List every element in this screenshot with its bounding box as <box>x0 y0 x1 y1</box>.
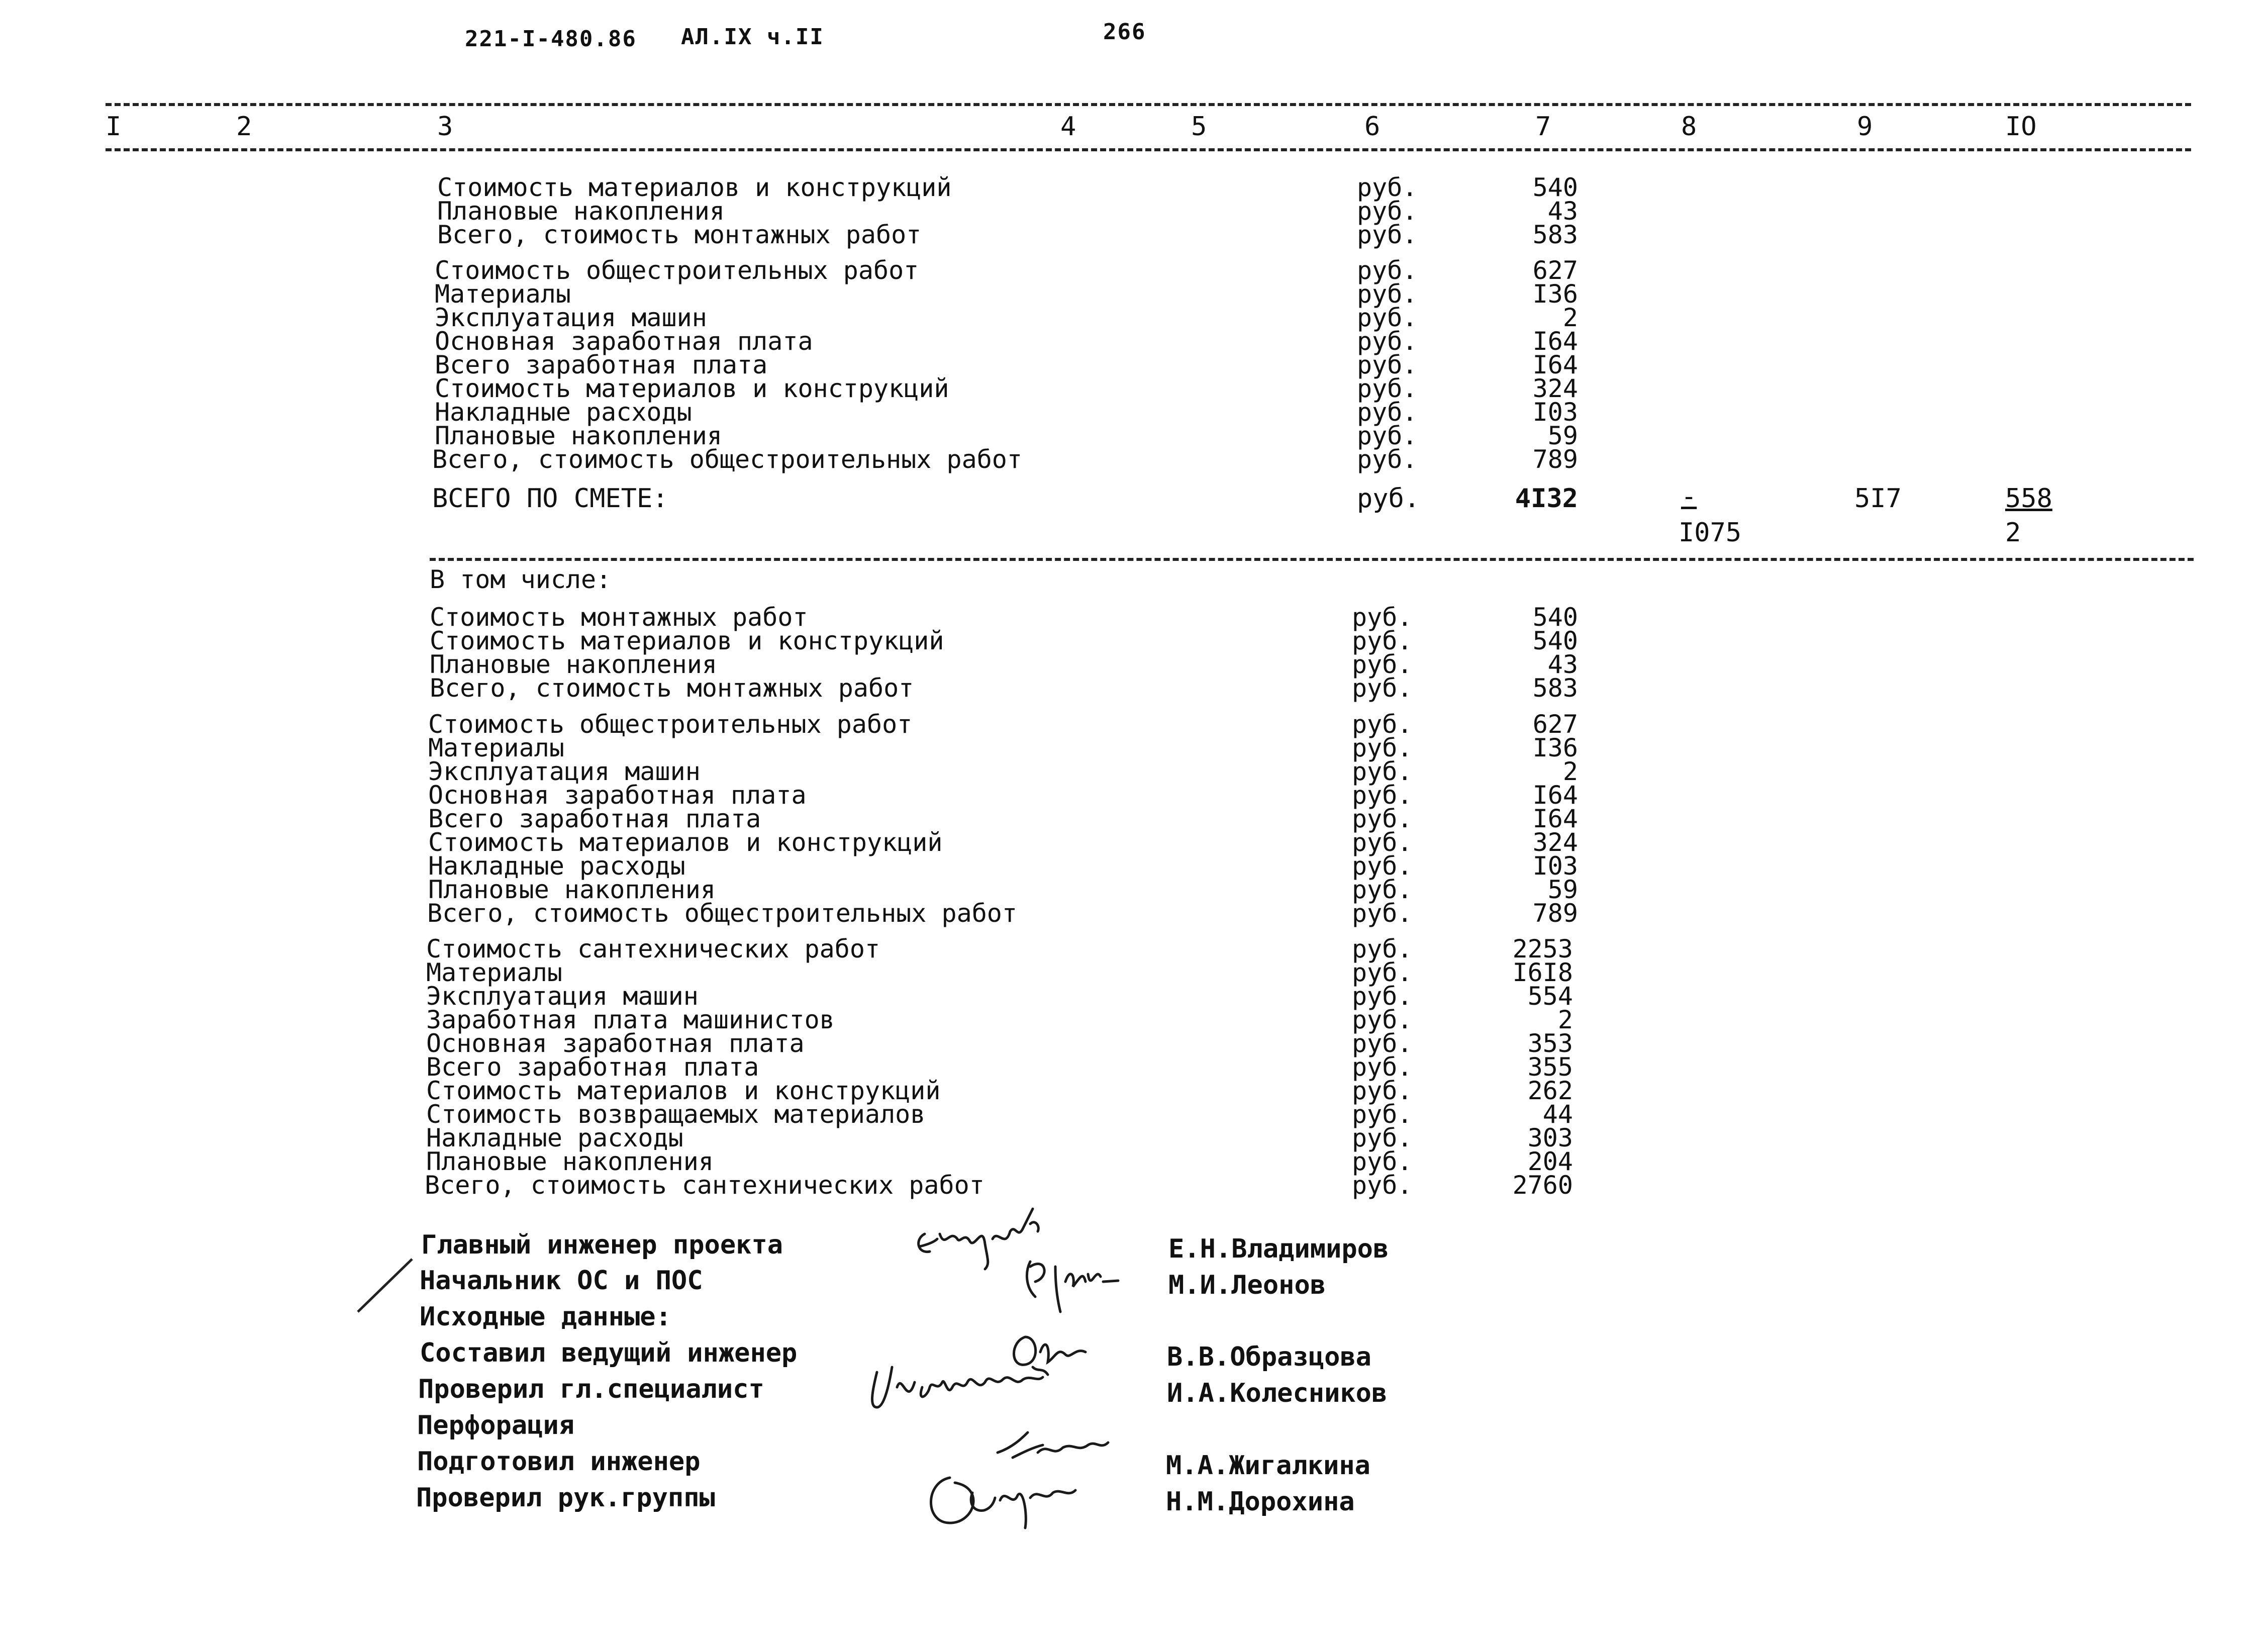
row-value: 2760 <box>1512 1171 1573 1200</box>
row-value: I36 <box>1532 279 1578 309</box>
row-label: Стоимость возвращаемых материалов <box>426 1100 926 1129</box>
row-unit: руб. <box>1352 958 1413 987</box>
total-unit: руб. <box>1357 484 1420 514</box>
row-value: I64 <box>1532 327 1578 356</box>
header-rule-top <box>106 103 2191 106</box>
signature-role: Перфорация <box>417 1410 575 1440</box>
row-value: 583 <box>1532 674 1578 703</box>
row-value: 540 <box>1532 173 1578 202</box>
handwritten-signature <box>862 1352 1123 1427</box>
row-value: 554 <box>1527 982 1573 1011</box>
handwritten-signature <box>925 1468 1106 1538</box>
row-unit: руб. <box>1352 851 1413 881</box>
row-value: 303 <box>1527 1123 1573 1152</box>
row-unit: руб. <box>1352 781 1413 810</box>
row-unit: руб. <box>1352 1005 1413 1034</box>
row-value: 324 <box>1532 374 1578 403</box>
row-value: 2 <box>1562 303 1578 332</box>
row-label: Накладные расходы <box>428 851 685 881</box>
row-value: 204 <box>1527 1147 1573 1176</box>
row-unit: руб. <box>1357 350 1418 379</box>
signature-role: Составил ведущий инженер <box>420 1338 798 1368</box>
row-unit: руб. <box>1357 303 1418 332</box>
row-label: Всего, стоимость сантехнических работ <box>425 1171 984 1200</box>
row-label: Плановые накопления <box>428 875 716 904</box>
row-value: 540 <box>1532 603 1578 632</box>
row-value: I6I8 <box>1512 958 1573 987</box>
row-label: Всего заработная плата <box>428 804 761 833</box>
row-value: 59 <box>1547 875 1578 904</box>
page-number: 266 <box>1103 19 1146 45</box>
row-label: Плановые накопления <box>430 650 717 679</box>
row-unit: руб. <box>1352 674 1413 703</box>
row-value: 789 <box>1532 445 1578 474</box>
row-value: I03 <box>1532 398 1578 427</box>
row-label: Плановые накопления <box>426 1147 714 1176</box>
row-unit: руб. <box>1357 279 1418 309</box>
row-label: Всего заработная плата <box>435 350 768 379</box>
row-label: Стоимость материалов и конструкций <box>437 173 952 202</box>
signature-role: Начальник ОС и ПОС <box>420 1266 703 1296</box>
row-unit: руб. <box>1357 445 1418 474</box>
row-label: Материалы <box>426 958 562 987</box>
signature-role: Проверил гл.специалист <box>418 1374 764 1404</box>
row-unit: руб. <box>1352 934 1413 964</box>
section-divider <box>430 558 2194 561</box>
row-value: I36 <box>1532 733 1578 762</box>
row-value: 43 <box>1547 650 1578 679</box>
row-label: Накладные расходы <box>426 1123 683 1152</box>
row-label: Всего, стоимость монтажных работ <box>430 674 914 703</box>
signature-role: Проверил рук.группы <box>416 1483 715 1513</box>
row-unit: руб. <box>1352 710 1413 739</box>
row-label: Стоимость общестроительных работ <box>428 710 913 739</box>
row-unit: руб. <box>1357 374 1418 403</box>
signature-role: Подготовил инженер <box>417 1447 701 1477</box>
row-value: 540 <box>1532 626 1578 655</box>
row-unit: руб. <box>1357 398 1418 427</box>
row-value: 355 <box>1527 1052 1573 1082</box>
row-label: Накладные расходы <box>435 398 692 427</box>
row-label: Заработная плата машинистов <box>426 1005 835 1034</box>
header-rule-bottom <box>106 148 2191 151</box>
row-unit: руб. <box>1352 1123 1413 1152</box>
signature-name: Н.М.Дорохина <box>1166 1487 1355 1517</box>
signature-role: Главный инженер проекта <box>421 1230 783 1260</box>
column-number: 8 <box>1681 112 1697 142</box>
row-value: 59 <box>1547 421 1578 450</box>
row-value: 627 <box>1532 256 1578 285</box>
row-label: Всего, стоимость монтажных работ <box>437 220 922 249</box>
column-number: 3 <box>437 112 453 142</box>
row-unit: руб. <box>1352 1029 1413 1058</box>
total-col10-bottom: 2 <box>2005 518 2021 548</box>
column-number: 7 <box>1535 112 1551 142</box>
column-number: 6 <box>1364 112 1380 142</box>
row-label: Основная заработная плата <box>426 1029 805 1058</box>
row-unit: руб. <box>1352 733 1413 762</box>
row-unit: руб. <box>1352 828 1413 857</box>
total-label: ВСЕГО ПО СМЕТЕ: <box>432 484 668 514</box>
row-value: I64 <box>1532 804 1578 833</box>
row-label: Стоимость общестроительных работ <box>435 256 919 285</box>
row-label: Материалы <box>428 733 564 762</box>
row-label: Стоимость сантехнических работ <box>426 934 880 964</box>
signature-name: В.В.Образцова <box>1167 1342 1371 1372</box>
row-unit: руб. <box>1352 757 1413 786</box>
row-unit: руб. <box>1357 327 1418 356</box>
album-label: АЛ.IX ч.II <box>681 24 824 50</box>
row-value: 627 <box>1532 710 1578 739</box>
row-unit: руб. <box>1357 220 1418 249</box>
row-value: 2253 <box>1512 934 1573 964</box>
row-unit: руб. <box>1352 899 1413 928</box>
row-label: Плановые накопления <box>435 421 722 450</box>
row-value: 262 <box>1527 1076 1573 1105</box>
row-unit: руб. <box>1352 1147 1413 1176</box>
row-value: I64 <box>1532 350 1578 379</box>
row-value: 2 <box>1562 757 1578 786</box>
column-number: 9 <box>1857 112 1873 142</box>
column-number: 5 <box>1191 112 1207 142</box>
row-value: 789 <box>1532 899 1578 928</box>
row-value: 44 <box>1542 1100 1573 1129</box>
row-label: Материалы <box>435 279 571 309</box>
row-value: I64 <box>1532 781 1578 810</box>
row-unit: руб. <box>1352 1052 1413 1082</box>
row-label: Основная заработная плата <box>428 781 807 810</box>
row-value: 583 <box>1532 220 1578 249</box>
signature-role: Исходные данные: <box>420 1302 671 1332</box>
row-unit: руб. <box>1357 421 1418 450</box>
total-col10-top: 558 <box>2005 484 2052 514</box>
column-number: 4 <box>1060 112 1076 142</box>
row-unit: руб. <box>1352 982 1413 1011</box>
row-label: Стоимость монтажных работ <box>430 603 808 632</box>
signature-name: Е.Н.Владимиров <box>1168 1234 1389 1264</box>
row-value: I03 <box>1532 851 1578 881</box>
row-label: Эксплуатация машин <box>426 982 699 1011</box>
total-col8-top: - <box>1681 482 1697 512</box>
row-unit: руб. <box>1352 603 1413 632</box>
row-value: 2 <box>1557 1005 1573 1034</box>
column-number: IO <box>2005 112 2037 142</box>
row-value: 43 <box>1547 197 1578 226</box>
row-label: Эксплуатация машин <box>428 757 701 786</box>
row-label: Стоимость материалов и конструкций <box>426 1076 941 1105</box>
signature-name: М.А.Жигалкина <box>1166 1451 1370 1481</box>
row-label: Плановые накопления <box>437 197 725 226</box>
column-number: I <box>106 112 122 142</box>
handwritten-signature <box>1020 1246 1171 1322</box>
total-col8-bottom: I075 <box>1679 518 1742 548</box>
row-value: 324 <box>1532 828 1578 857</box>
row-label: Основная заработная плата <box>435 327 813 356</box>
row-unit: руб. <box>1352 626 1413 655</box>
row-label: Всего, стоимость общестроительных работ <box>432 445 1022 474</box>
row-label: Эксплуатация машин <box>435 303 707 332</box>
column-number: 2 <box>236 112 252 142</box>
row-unit: руб. <box>1352 1100 1413 1129</box>
row-unit: руб. <box>1357 197 1418 226</box>
signature-name: М.И.Леонов <box>1168 1270 1326 1300</box>
row-value: 353 <box>1527 1029 1573 1058</box>
row-unit: руб. <box>1352 804 1413 833</box>
row-unit: руб. <box>1352 1076 1413 1105</box>
row-label: Стоимость материалов и конструкций <box>430 626 944 655</box>
signature-name: И.А.Колесников <box>1167 1378 1388 1408</box>
row-unit: руб. <box>1357 256 1418 285</box>
total-value: 4I32 <box>1515 484 1578 514</box>
row-label: Стоимость материалов и конструкций <box>428 828 943 857</box>
row-unit: руб. <box>1352 875 1413 904</box>
document-code: 221-I-480.86 <box>465 26 637 52</box>
row-unit: руб. <box>1357 173 1418 202</box>
row-label: Стоимость материалов и конструкций <box>435 374 949 403</box>
margin-mark <box>357 1257 417 1317</box>
row-unit: руб. <box>1352 650 1413 679</box>
row-label: Всего, стоимость общестроительных работ <box>427 899 1017 928</box>
total-col9: 5I7 <box>1854 484 1902 514</box>
including-label: В том числе: <box>430 565 612 594</box>
row-unit: руб. <box>1352 1171 1413 1200</box>
row-label: Всего заработная плата <box>426 1052 759 1082</box>
